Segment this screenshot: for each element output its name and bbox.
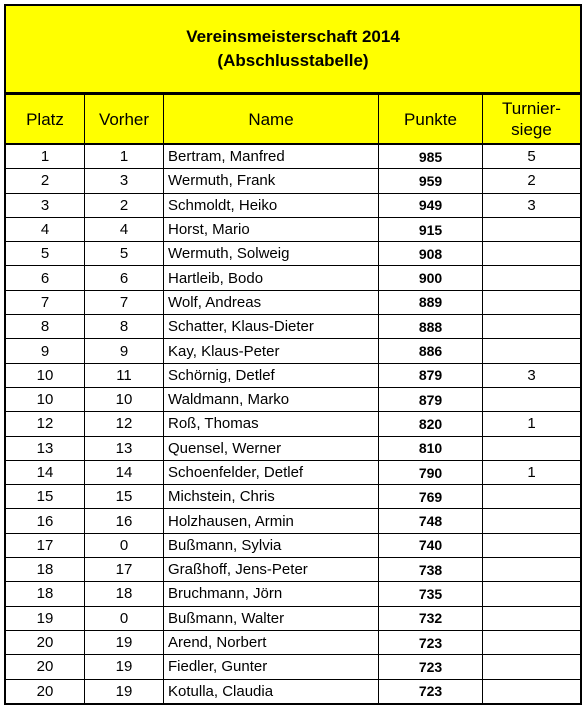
cell-platz: 13: [6, 436, 85, 460]
cell-vorher: 9: [85, 339, 164, 363]
cell-vorher: 7: [85, 290, 164, 314]
cell-name: Schmoldt, Heiko: [164, 193, 379, 217]
cell-turniersiege: 3: [483, 363, 581, 387]
cell-punkte: 900: [379, 266, 483, 290]
cell-platz: 3: [6, 193, 85, 217]
cell-punkte: 738: [379, 558, 483, 582]
cell-platz: 17: [6, 533, 85, 557]
table-row: [6, 655, 580, 679]
cell-punkte: 985: [379, 144, 483, 169]
cell-platz: 16: [6, 509, 85, 533]
cell-vorher: 19: [85, 679, 164, 703]
table-row: [6, 290, 580, 314]
cell-name: Horst, Mario: [164, 217, 379, 241]
cell-turniersiege: [483, 387, 581, 411]
table-row: [6, 436, 580, 460]
cell-punkte: 735: [379, 582, 483, 606]
cell-punkte: 959: [379, 169, 483, 193]
cell-name: Graßhoff, Jens-Peter: [164, 558, 379, 582]
cell-turniersiege: [483, 315, 581, 339]
cell-vorher: 19: [85, 655, 164, 679]
header-vorher: Vorher: [85, 95, 164, 145]
cell-name: Wermuth, Solweig: [164, 242, 379, 266]
table-row: [6, 266, 580, 290]
cell-platz: 5: [6, 242, 85, 266]
cell-vorher: 6: [85, 266, 164, 290]
cell-platz: 12: [6, 412, 85, 436]
header-punkte: Punkte: [379, 95, 483, 145]
cell-name: Hartleib, Bodo: [164, 266, 379, 290]
cell-name: Holzhausen, Armin: [164, 509, 379, 533]
cell-turniersiege: [483, 290, 581, 314]
cell-vorher: 16: [85, 509, 164, 533]
cell-platz: 4: [6, 217, 85, 241]
title-line-2: (Abschlusstabelle): [217, 51, 369, 70]
cell-punkte: 915: [379, 217, 483, 241]
cell-turniersiege: [483, 630, 581, 654]
cell-punkte: 769: [379, 485, 483, 509]
cell-vorher: 18: [85, 582, 164, 606]
cell-turniersiege: [483, 266, 581, 290]
cell-turniersiege: 1: [483, 460, 581, 484]
header-turniersiege-line-1: Turnier-: [502, 99, 561, 118]
table-row: [6, 339, 580, 363]
cell-turniersiege: [483, 436, 581, 460]
cell-name: Schoenfelder, Detlef: [164, 460, 379, 484]
cell-name: Bußmann, Sylvia: [164, 533, 379, 557]
table-row: [6, 242, 580, 266]
cell-vorher: 17: [85, 558, 164, 582]
cell-name: Fiedler, Gunter: [164, 655, 379, 679]
cell-vorher: 19: [85, 630, 164, 654]
cell-platz: 10: [6, 363, 85, 387]
table-row: [6, 485, 580, 509]
title-box: [6, 6, 580, 94]
table-row: [6, 460, 580, 484]
cell-name: Wolf, Andreas: [164, 290, 379, 314]
cell-punkte: 810: [379, 436, 483, 460]
cell-platz: 20: [6, 630, 85, 654]
cell-vorher: 10: [85, 387, 164, 411]
cell-vorher: 0: [85, 533, 164, 557]
cell-turniersiege: [483, 339, 581, 363]
cell-punkte: 888: [379, 315, 483, 339]
cell-vorher: 1: [85, 144, 164, 169]
cell-vorher: 3: [85, 169, 164, 193]
cell-vorher: 13: [85, 436, 164, 460]
cell-vorher: 14: [85, 460, 164, 484]
table-row: [6, 193, 580, 217]
cell-vorher: 2: [85, 193, 164, 217]
cell-platz: 20: [6, 679, 85, 703]
cell-name: Quensel, Werner: [164, 436, 379, 460]
standings-sheet: [4, 4, 582, 705]
cell-punkte: 886: [379, 339, 483, 363]
cell-vorher: 12: [85, 412, 164, 436]
cell-platz: 18: [6, 582, 85, 606]
cell-turniersiege: [483, 485, 581, 509]
cell-platz: 10: [6, 387, 85, 411]
cell-name: Roß, Thomas: [164, 412, 379, 436]
cell-punkte: 879: [379, 387, 483, 411]
cell-name: Bertram, Manfred: [164, 144, 379, 169]
table-row: [6, 630, 580, 654]
cell-punkte: 732: [379, 606, 483, 630]
cell-turniersiege: [483, 533, 581, 557]
cell-platz: 2: [6, 169, 85, 193]
cell-punkte: 949: [379, 193, 483, 217]
header-platz: Platz: [6, 95, 85, 145]
table-row: [6, 217, 580, 241]
cell-punkte: 908: [379, 242, 483, 266]
header-row: [6, 95, 580, 145]
cell-platz: 15: [6, 485, 85, 509]
cell-platz: 8: [6, 315, 85, 339]
cell-turniersiege: [483, 655, 581, 679]
cell-turniersiege: [483, 606, 581, 630]
cell-platz: 20: [6, 655, 85, 679]
cell-punkte: 790: [379, 460, 483, 484]
table-row: [6, 606, 580, 630]
cell-platz: 18: [6, 558, 85, 582]
table-row: [6, 558, 580, 582]
cell-turniersiege: [483, 558, 581, 582]
cell-punkte: 723: [379, 630, 483, 654]
cell-name: Waldmann, Marko: [164, 387, 379, 411]
cell-name: Arend, Norbert: [164, 630, 379, 654]
table-row: [6, 509, 580, 533]
cell-name: Wermuth, Frank: [164, 169, 379, 193]
table-row: [6, 169, 580, 193]
cell-platz: 7: [6, 290, 85, 314]
cell-punkte: 820: [379, 412, 483, 436]
cell-platz: 6: [6, 266, 85, 290]
header-turniersiege-line-2: siege: [511, 120, 552, 139]
cell-name: Bruchmann, Jörn: [164, 582, 379, 606]
standings-table: [6, 94, 580, 703]
cell-vorher: 11: [85, 363, 164, 387]
cell-turniersiege: [483, 217, 581, 241]
table-row: [6, 582, 580, 606]
cell-punkte: 879: [379, 363, 483, 387]
cell-punkte: 723: [379, 679, 483, 703]
cell-name: Kotulla, Claudia: [164, 679, 379, 703]
cell-name: Michstein, Chris: [164, 485, 379, 509]
cell-punkte: 889: [379, 290, 483, 314]
cell-vorher: 5: [85, 242, 164, 266]
cell-punkte: 723: [379, 655, 483, 679]
cell-turniersiege: 2: [483, 169, 581, 193]
cell-platz: 19: [6, 606, 85, 630]
table-row: [6, 315, 580, 339]
table-row: [6, 363, 580, 387]
cell-platz: 1: [6, 144, 85, 169]
table-row: [6, 387, 580, 411]
cell-turniersiege: 5: [483, 144, 581, 169]
cell-turniersiege: [483, 242, 581, 266]
table-row: [6, 533, 580, 557]
cell-name: Bußmann, Walter: [164, 606, 379, 630]
cell-turniersiege: [483, 679, 581, 703]
cell-turniersiege: [483, 509, 581, 533]
header-name: Name: [164, 95, 379, 145]
cell-vorher: 0: [85, 606, 164, 630]
cell-vorher: 4: [85, 217, 164, 241]
cell-name: Schörnig, Detlef: [164, 363, 379, 387]
table-row: [6, 679, 580, 703]
title-line-1: Vereinsmeisterschaft 2014: [186, 27, 400, 46]
cell-vorher: 15: [85, 485, 164, 509]
table-row: [6, 412, 580, 436]
header-turniersiege: [483, 95, 581, 145]
table-row: [6, 144, 580, 169]
cell-name: Schatter, Klaus-Dieter: [164, 315, 379, 339]
cell-vorher: 8: [85, 315, 164, 339]
cell-name: Kay, Klaus-Peter: [164, 339, 379, 363]
cell-platz: 9: [6, 339, 85, 363]
cell-turniersiege: 3: [483, 193, 581, 217]
cell-platz: 14: [6, 460, 85, 484]
cell-turniersiege: [483, 582, 581, 606]
cell-punkte: 748: [379, 509, 483, 533]
table-body: [6, 144, 580, 703]
cell-turniersiege: 1: [483, 412, 581, 436]
cell-punkte: 740: [379, 533, 483, 557]
